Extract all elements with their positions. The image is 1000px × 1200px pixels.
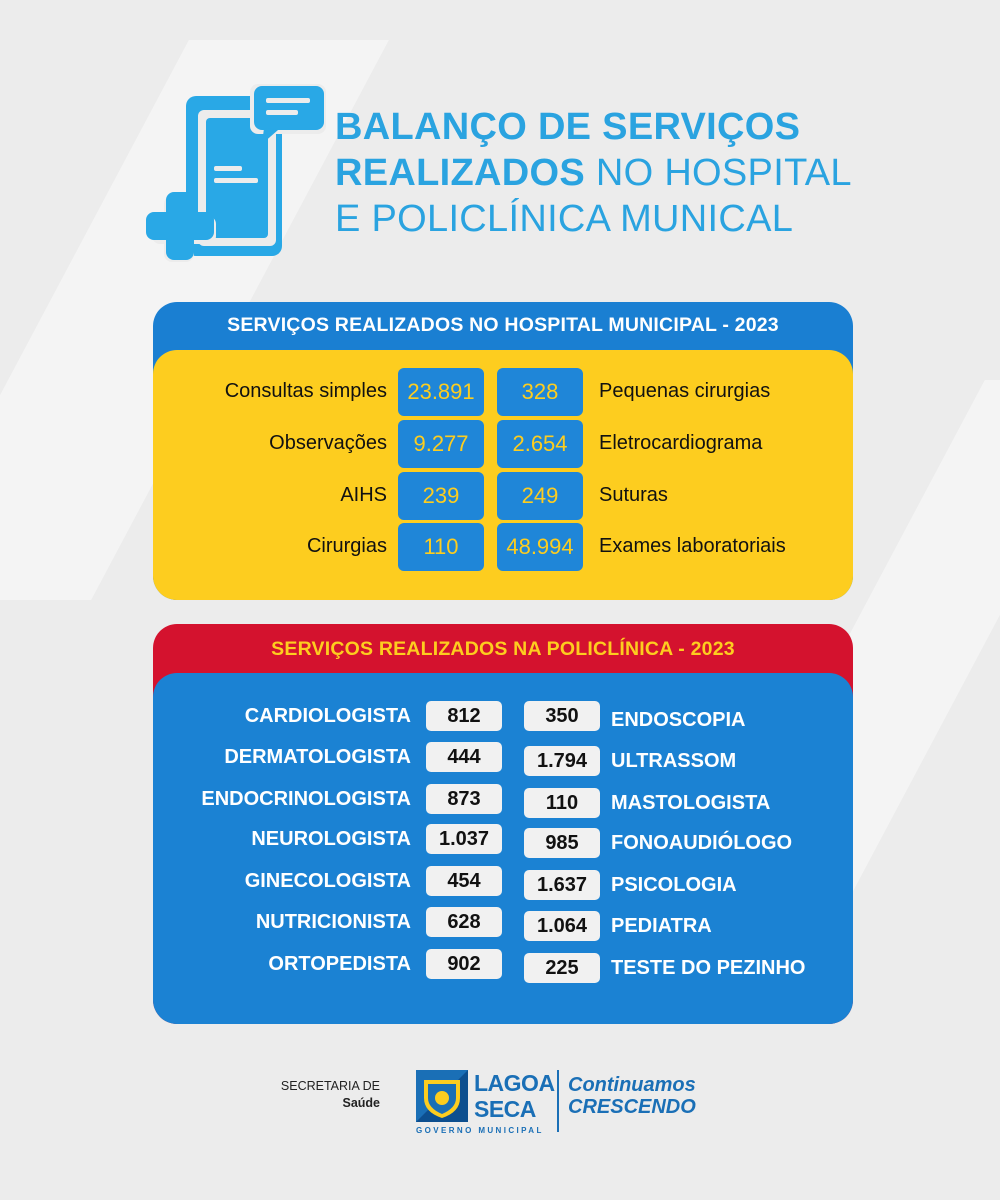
title-line-2-bold: REALIZADOS	[335, 152, 585, 194]
policlinica-right-value: 110	[524, 788, 600, 818]
secretaria-label	[260, 1078, 380, 1112]
policlinica-right-value: 225	[524, 953, 600, 983]
policlinica-right-label: PEDIATRA	[611, 915, 712, 937]
policlinica-left-value: 454	[426, 866, 502, 896]
policlinica-left-label: NUTRICIONISTA	[255, 911, 411, 933]
hospital-panel-body	[153, 350, 853, 600]
hospital-right-label: Pequenas cirurgias	[599, 380, 771, 402]
policlinica-left-label: GINECOLOGISTA	[244, 870, 411, 892]
policlinica-row	[153, 822, 853, 856]
hospital-row	[153, 472, 853, 520]
footer-divider	[557, 1070, 559, 1132]
hospital-row	[153, 420, 853, 468]
hospital-left-value: 110	[398, 523, 484, 571]
policlinica-row	[153, 905, 853, 939]
lagoa-text: LAGOA	[474, 1070, 555, 1096]
hospital-row	[153, 368, 853, 416]
secretaria-text: SECRETARIA DE	[280, 1079, 380, 1093]
hospital-left-value: 9.277	[398, 420, 484, 468]
policlinica-panel	[153, 624, 853, 1024]
policlinica-left-label: NEUROLOGISTA	[251, 828, 411, 850]
policlinica-right-value: 985	[524, 828, 600, 858]
policlinica-left-label: ENDOCRINOLOGISTA	[201, 788, 411, 810]
policlinica-right-label: MASTOLOGISTA	[611, 792, 771, 814]
seca-text: SECA	[474, 1096, 536, 1122]
title-line-3: E POLICLÍNICA MUNICAL	[335, 198, 794, 240]
hospital-left-value: 239	[398, 472, 484, 520]
policlinica-panel-body	[153, 673, 853, 1024]
hospital-row	[153, 523, 853, 571]
policlinica-left-value: 812	[426, 701, 502, 731]
policlinica-left-value: 1.037	[426, 824, 502, 854]
policlinica-row	[153, 740, 853, 774]
policlinica-right-value: 350	[524, 701, 600, 731]
policlinica-left-label: CARDIOLOGISTA	[244, 705, 411, 727]
hospital-right-value: 2.654	[497, 420, 583, 468]
medical-chat-icon	[142, 80, 332, 262]
hospital-left-label: Observações	[269, 432, 387, 454]
hospital-left-label: Consultas simples	[224, 380, 387, 402]
policlinica-right-value: 1.794	[524, 746, 600, 776]
policlinica-right-value: 1.064	[524, 911, 600, 941]
policlinica-row	[153, 864, 853, 898]
hospital-left-label: AIHS	[340, 484, 387, 506]
policlinica-row	[153, 699, 853, 733]
hospital-right-value: 249	[497, 472, 583, 520]
policlinica-right-label: PSICOLOGIA	[611, 874, 737, 896]
hospital-right-label: Suturas	[599, 484, 668, 506]
crescendo-text: CRESCENDO	[568, 1096, 696, 1118]
policlinica-right-label: TESTE DO PEZINHO	[611, 957, 806, 979]
continuamos-crescendo-logo	[568, 1074, 696, 1118]
policlinica-right-label: ULTRASSOM	[611, 750, 737, 772]
hospital-left-label: Cirurgias	[306, 535, 387, 557]
policlinica-row	[153, 947, 853, 981]
policlinica-right-label: FONOAUDIÓLOGO	[611, 832, 793, 854]
continuamos-text: Continuamos	[568, 1074, 696, 1096]
hospital-right-label: Eletrocardiograma	[599, 432, 763, 454]
hospital-right-value: 328	[497, 368, 583, 416]
title-line-1: BALANÇO DE SERVIÇOS	[335, 106, 801, 148]
policlinica-row	[153, 782, 853, 816]
policlinica-left-value: 902	[426, 949, 502, 979]
policlinica-left-value: 444	[426, 742, 502, 772]
policlinica-left-value: 873	[426, 784, 502, 814]
policlinica-left-label: ORTOPEDISTA	[268, 953, 411, 975]
policlinica-right-value: 1.637	[524, 870, 600, 900]
title-line-2-light: NO HOSPITAL	[585, 152, 852, 194]
policlinica-panel-title: SERVIÇOS REALIZADOS NA POLICLÍNICA - 2023	[271, 638, 735, 660]
saude-text: Saúde	[342, 1096, 380, 1110]
hospital-right-value: 48.994	[497, 523, 583, 571]
governo-municipal-text: GOVERNO MUNICIPAL	[416, 1126, 544, 1135]
hospital-left-value: 23.891	[398, 368, 484, 416]
policlinica-right-label: ENDOSCOPIA	[611, 709, 746, 731]
hospital-panel	[153, 302, 853, 600]
lagoa-seca-logo-text	[474, 1070, 555, 1122]
policlinica-left-value: 628	[426, 907, 502, 937]
policlinica-left-label: DERMATOLOGISTA	[224, 746, 411, 768]
lagoa-seca-shield-logo	[416, 1070, 468, 1122]
hospital-panel-title: SERVIÇOS REALIZADOS NO HOSPITAL MUNICIPAL - 2023	[227, 314, 779, 336]
page-title	[335, 104, 852, 242]
hospital-right-label: Exames laboratoriais	[599, 535, 786, 557]
